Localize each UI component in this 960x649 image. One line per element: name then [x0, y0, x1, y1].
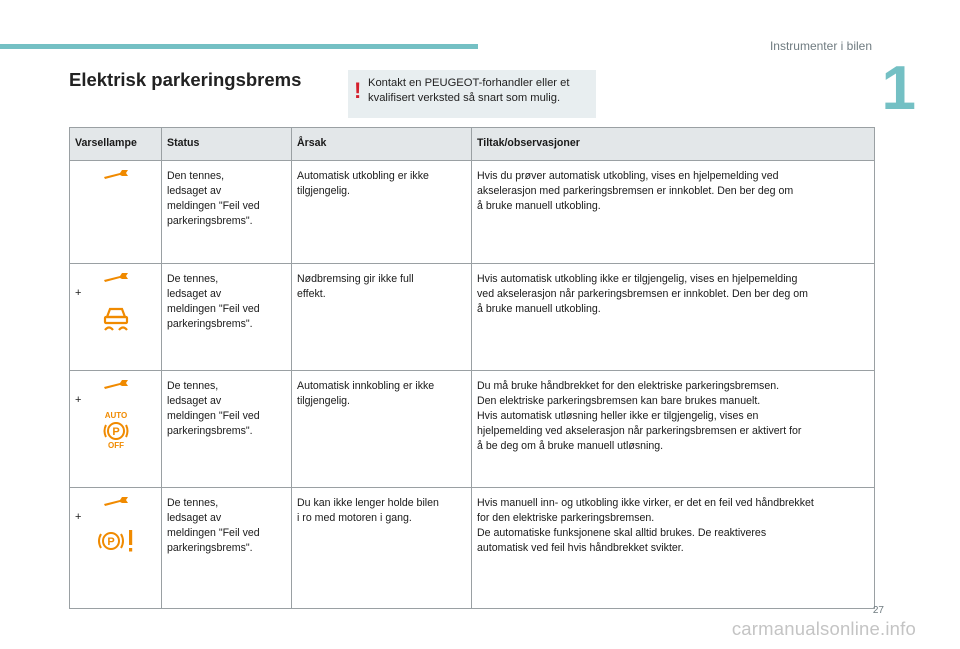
lamp-cell [70, 488, 162, 609]
wrench-warning-icon [102, 270, 130, 284]
warning-text: Kontakt en PEUGEOT-forhandler eller et kvalifisert verksted så snart som mulig. [368, 77, 570, 104]
cause-cell: Du kan ikke lenger holde bilen i ro med motoren i gang. [292, 488, 472, 609]
warning-exclamation-icon: ! [354, 78, 362, 103]
action-cell: Hvis du prøver automatisk utkobling, vises en hjelpemelding ved akselerasjon med parkeringsbremsen er innkoblet. Den ber deg om å bruke manuell utkobling. [472, 161, 875, 264]
wrench-warning-icon [102, 377, 130, 391]
watermark: carmanualsonline.info [731, 618, 916, 639]
status-cell: Den tennes, ledsaget av meldingen "Feil ved parkeringsbrems". [162, 161, 292, 264]
svg-text:P: P [111, 426, 120, 438]
plus-sign: + [75, 287, 82, 299]
action-cell: Du må bruke håndbrekket for den elektriske parkeringsbremsen. Den elektriske parkeringsbremsen kan bare brukes manuelt. Hvis automatisk utløsning heller ikke er tilgjengelig, vises en hjelpemelding ved akselerasjon når parkeringsbremsen er aktivert for å be deg om å bruke manuell utløsning. [472, 371, 875, 488]
svg-text:P: P [106, 536, 115, 548]
cause-cell: Nødbremsing gir ikke full effekt. [292, 264, 472, 371]
lamp-cell [70, 161, 162, 264]
off-label: OFF [107, 441, 124, 450]
status-cell: De tennes, ledsaget av meldingen "Feil ved parkeringsbrems". [162, 488, 292, 609]
table-header-row [70, 128, 875, 161]
cause-cell: Automatisk utkobling er ikke tilgjengelig. [292, 161, 472, 264]
top-accent-bar [0, 44, 478, 49]
section-label: Instrumenter i bilen [769, 39, 872, 53]
page-title: Elektrisk parkeringsbrems [69, 69, 302, 90]
plus-sign: + [75, 511, 82, 523]
auto-label: AUTO [104, 411, 127, 420]
cause-cell: Automatisk innkobling er ikke tilgjengelig. [292, 371, 472, 488]
plus-sign: + [75, 394, 82, 406]
table-row [70, 488, 875, 609]
table-row [70, 371, 875, 488]
lamp-cell [70, 371, 162, 488]
warning-lamp-table [69, 127, 875, 609]
lamp-cell [70, 264, 162, 371]
action-cell: Hvis automatisk utkobling ikke er tilgjengelig, vises en hjelpemelding ved akselerasjon når parkeringsbremsen er innkoblet. Den ber deg om å bruke manuell utkobling. [472, 264, 875, 371]
table-row [70, 264, 875, 371]
wrench-warning-icon [102, 167, 130, 181]
auto-p-off-icon [99, 410, 133, 450]
table-row [70, 161, 875, 264]
column-header-status: Status [162, 128, 292, 161]
chapter-number: 1 [881, 54, 916, 123]
action-cell: Hvis manuell inn- og utkobling ikke virker, er det en feil ved håndbrekket for den elektriske parkeringsbremsen. De automatiske funksjonene skal alltid brukes. De reaktiveres automatisk ved feil hvis håndbrekket svikter. [472, 488, 875, 609]
page-number: 27 [872, 605, 884, 616]
wrench-warning-icon [102, 494, 130, 508]
status-cell: De tennes, ledsaget av meldingen "Feil ved parkeringsbrems". [162, 264, 292, 371]
skid-car-icon [101, 303, 131, 333]
column-header-lamp: Varsellampe [70, 128, 162, 161]
warning-box [348, 70, 596, 118]
column-header-action: Tiltak/observasjoner [472, 128, 875, 161]
parking-brake-fault-icon [95, 527, 137, 555]
column-header-cause: Årsak [292, 128, 472, 161]
status-cell: De tennes, ledsaget av meldingen "Feil ved parkeringsbrems". [162, 371, 292, 488]
